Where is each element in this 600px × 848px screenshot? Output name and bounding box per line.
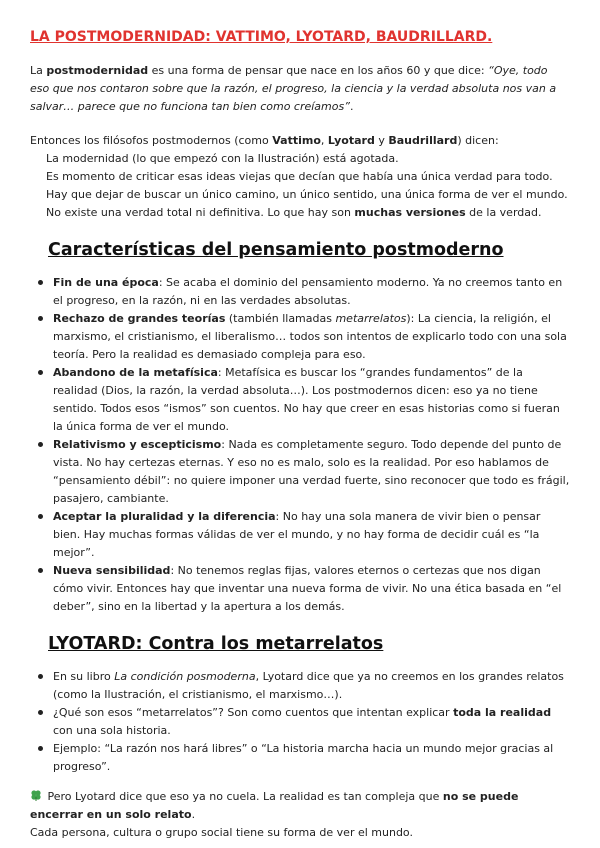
list-item bbox=[53, 740, 570, 776]
item-text: : Nada es completamente seguro. Todo depende del punto de vista. No hay certezas eternas. Y eso no es malo, solo es la realidad. Por eso hablamos de “pensamiento débil”: no quiere imponer una verdad fuerte, sino reconocer que todo es frágil, pasajero, cambiante. bbox=[53, 438, 570, 505]
claim-line bbox=[30, 204, 570, 222]
intro-paragraph bbox=[30, 62, 570, 116]
philosophers-block bbox=[30, 132, 570, 222]
clover-icon bbox=[30, 789, 42, 801]
intro-bold: postmodernidad bbox=[46, 64, 149, 77]
closing-text: Pero Lyotard dice que eso ya no cuela. La realidad es tan compleja que bbox=[44, 790, 443, 803]
section-heading-lyotard bbox=[30, 632, 570, 656]
section-heading-characteristics bbox=[30, 238, 570, 262]
intro-text: es una forma de pensar que nace en los años 60 y que dice: bbox=[148, 64, 489, 77]
philosopher-name: Lyotard bbox=[327, 134, 375, 147]
closing-text: . bbox=[191, 808, 196, 821]
item-bold: Rechazo de grandes teorías bbox=[53, 312, 226, 325]
item-text: , Lyotard dice que ya no creemos en los grandes relatos (como la Ilustración, el cristianismo, el marxismo…). bbox=[53, 670, 564, 701]
list-item bbox=[53, 436, 570, 508]
closing-bold: no se puede encerrar en un solo relato bbox=[30, 790, 519, 821]
list-item bbox=[53, 562, 570, 616]
item-bold: toda la realidad bbox=[453, 706, 552, 719]
intro-quote: “Oye, todo eso que nos contaron sobre que la razón, el progreso, la ciencia y la verdad absoluta nos van a salvar… parece que no funciona tan bien como creíamos” bbox=[30, 64, 557, 113]
characteristics-list bbox=[30, 274, 570, 616]
intro-text: . bbox=[349, 100, 354, 113]
item-text: : No hay una sola manera de vivir bien o pensar bien. Hay muchas formas válidas de ver el mundo, y no hay forma de decidir cuál es “la mejor”. bbox=[53, 510, 541, 559]
item-text: ¿Qué son esos “metarrelatos”? Son como cuentos que intentan explicar bbox=[53, 706, 454, 719]
list-item bbox=[53, 508, 570, 562]
claim-line: La modernidad (lo que empezó con la Ilustración) está agotada. bbox=[46, 152, 399, 165]
philosopher-name: Vattimo bbox=[272, 134, 321, 147]
item-text: Ejemplo: “La razón nos hará libres” o “La historia marcha hacia un mundo mejor gracias al progreso”. bbox=[53, 742, 554, 773]
text: Entonces los filósofos postmodernos (como bbox=[30, 134, 273, 147]
list-item bbox=[53, 364, 570, 436]
closing-last-line: Cada persona, cultura o grupo social tiene su forma de ver el mundo. bbox=[30, 826, 413, 839]
intro-text: La bbox=[30, 64, 47, 77]
item-italic: metarrelatos bbox=[335, 312, 407, 325]
philosophers-line bbox=[30, 132, 570, 150]
item-bold: Fin de una época bbox=[53, 276, 159, 289]
text: No existe una verdad total ni definitiva. Lo que hay son bbox=[46, 206, 355, 219]
item-text: ): La ciencia, la religión, el marxismo, el cristianismo, el liberalismo… todos son intentos de explicarlo todo con una sola teoría. Pero la realidad es demasiado compleja para eso. bbox=[53, 312, 567, 361]
text: , bbox=[320, 134, 328, 147]
heading-text: Características del pensamiento postmoderno bbox=[48, 240, 504, 260]
item-text: : No tenemos reglas fijas, valores eternos o certezas que nos digan cómo vivir. Entonces hay que inventar una nueva forma de vivir. No una ética basada en “el deber”, sino en la libertad y la apertura a los demás. bbox=[53, 564, 562, 613]
page-title: LA POSTMODERNIDAD: VATTIMO, LYOTARD, BAUDRILLARD. bbox=[30, 29, 493, 45]
closing-block bbox=[30, 788, 570, 842]
item-text: (también llamadas bbox=[225, 312, 336, 325]
lyotard-list bbox=[30, 668, 570, 776]
item-text: : Metafísica es buscar los “grandes fundamentos” de la realidad (Dios, la razón, la verdad absoluta…). Los postmodernos dicen: eso ya no tiene sentido. Todos esos “ismos” son cuentos. No hay que creer en esas historias como si fueran la única forma de ver el mundo. bbox=[53, 366, 560, 433]
list-item bbox=[53, 704, 570, 740]
item-bold: Abandono de la metafísica bbox=[53, 366, 218, 379]
claim-line: Es momento de criticar esas ideas viejas que decían que había una única verdad para todo. bbox=[46, 170, 553, 183]
text: y bbox=[374, 134, 389, 147]
closing-line bbox=[30, 788, 570, 824]
heading-text: LYOTARD: Contra los metarrelatos bbox=[48, 634, 384, 654]
text: de la verdad. bbox=[465, 206, 542, 219]
bold-text: muchas versiones bbox=[354, 206, 466, 219]
item-bold: Aceptar la pluralidad y la diferencia bbox=[53, 510, 276, 523]
item-bold: Relativismo y escepticismo bbox=[53, 438, 222, 451]
philosopher-name: Baudrillard bbox=[388, 134, 458, 147]
book-title: La condición posmoderna bbox=[114, 670, 256, 683]
list-item bbox=[53, 274, 570, 310]
text: ) dicen: bbox=[457, 134, 499, 147]
list-item bbox=[53, 310, 570, 364]
item-text: con una sola historia. bbox=[53, 724, 171, 737]
item-bold: Nueva sensibilidad bbox=[53, 564, 171, 577]
list-item bbox=[53, 668, 570, 704]
item-text: : Se acaba el dominio del pensamiento moderno. Ya no creemos tanto en el progreso, en la razón, ni en las verdades absolutas. bbox=[53, 276, 563, 307]
claim-line: Hay que dejar de buscar un único camino, un único sentido, una única forma de ver el mundo. bbox=[46, 188, 568, 201]
item-text: En su libro bbox=[53, 670, 115, 683]
